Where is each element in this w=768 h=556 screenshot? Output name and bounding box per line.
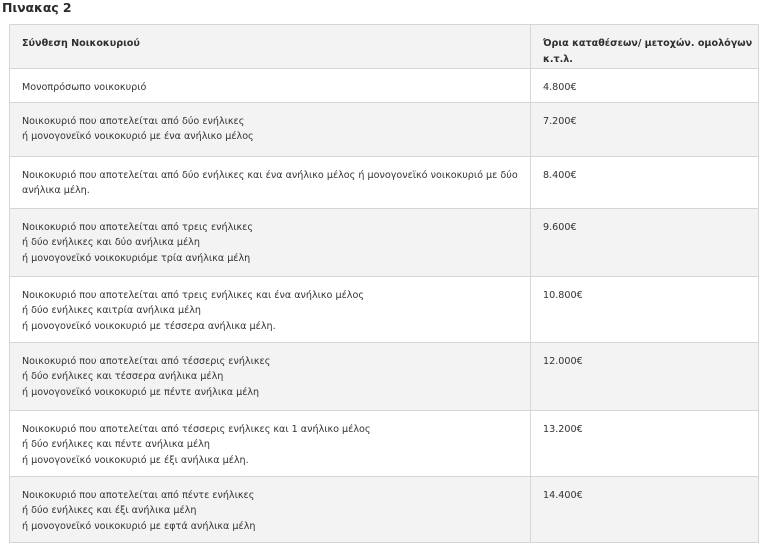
household-limits-table	[9, 24, 759, 543]
limit-cell: 4.800€	[531, 68, 759, 102]
table-row	[10, 276, 759, 342]
limit-cell: 7.200€	[531, 102, 759, 156]
limit-cell: 14.400€	[531, 476, 759, 542]
limit-cell: 13.200€	[531, 410, 759, 476]
table-row	[10, 208, 759, 276]
limit-cell: 12.000€	[531, 342, 759, 410]
table-row	[10, 102, 759, 156]
household-composition-cell: Νοικοκυριό που αποτελείται από τρεις ενήλικες και ένα ανήλικο μέλος ή δύο ενήλικες καιτρία ανήλικα μέλη ή μονογονεϊκό νοικοκυριό με τέσσερα ανήλικα μέλη.	[10, 276, 531, 342]
household-composition-cell: Μονοπρόσωπο νοικοκυριό	[10, 68, 531, 102]
table-row	[10, 68, 759, 102]
household-composition-cell: Νοικοκυριό που αποτελείται από τέσσερις ενήλικες και 1 ανήλικο μέλος ή δύο ενήλικες και πέντε ανήλικα μέλη ή μονογονεϊκό νοικοκυριό με έξι ανήλικα μέλη.	[10, 410, 531, 476]
table-caption: Πινακας 2	[2, 0, 72, 15]
household-composition-cell: Νοικοκυριό που αποτελείται από τρεις ενήλικες ή δύο ενήλικες και δύο ανήλικα μέλη ή μονογονεϊκό νοικοκυριόμε τρία ανήλικα μέλη	[10, 208, 531, 276]
household-composition-cell: Νοικοκυριό που αποτελείται από δύο ενήλικες και ένα ανήλικο μέλος ή μονογονεϊκό νοικοκυριό με δύο ανήλικα μέλη.	[10, 156, 531, 208]
table-row	[10, 342, 759, 410]
household-composition-cell: Νοικοκυριό που αποτελείται από δύο ενήλικες ή μονογονεϊκό νοικοκυριό με ένα ανήλικο μέλος	[10, 102, 531, 156]
header-deposit-limits: Όρια καταθέσεων/ μετοχών. ομολόγων κ.τ.λ.	[531, 25, 759, 69]
household-composition-cell: Νοικοκυριό που αποτελείται από πέντε ενήλικες ή δύο ενήλικες και έξι ανήλικα μέλη ή μονογονεϊκό νοικοκυριό με εφτά ανήλικα μέλη	[10, 476, 531, 542]
table-row	[10, 410, 759, 476]
table-row	[10, 156, 759, 208]
limit-cell: 9.600€	[531, 208, 759, 276]
table-row	[10, 476, 759, 542]
header-household-composition: Σύνθεση Νοικοκυριού	[10, 25, 531, 69]
table-header-row	[10, 25, 759, 69]
limit-cell: 10.800€	[531, 276, 759, 342]
limit-cell: 8.400€	[531, 156, 759, 208]
household-composition-cell: Νοικοκυριό που αποτελείται από τέσσερις ενήλικες ή δύο ενήλικες και τέσσερα ανήλικα μέλη ή μονογονεϊκό νοικοκυριό με πέντε ανήλικα μέλη	[10, 342, 531, 410]
